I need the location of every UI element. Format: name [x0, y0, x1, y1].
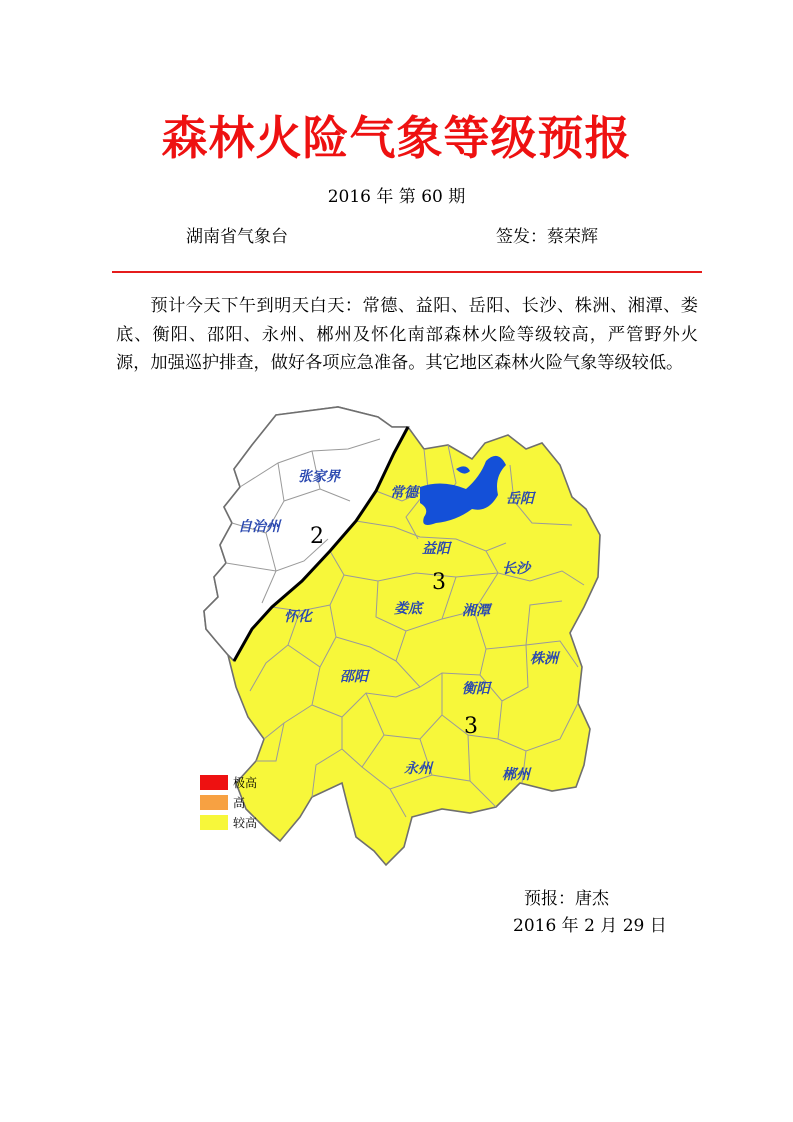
- header-divider: [112, 271, 702, 273]
- label-changsha: 长沙: [502, 561, 530, 577]
- forecaster: 预报：唐杰: [524, 889, 609, 909]
- label-changde: 常德: [390, 485, 418, 501]
- zone-label-south: 3: [464, 714, 478, 739]
- label-yueyang: 岳阳: [506, 491, 534, 507]
- legend-label-relatively-high: 较高: [233, 816, 258, 830]
- issue-number: 2016 年 第 60 期: [327, 187, 466, 207]
- legend-swatch-relatively-high: [200, 815, 228, 830]
- legend-label-very-high: 极高: [233, 776, 258, 790]
- page-title: 森林火险气象等级预报: [161, 111, 632, 165]
- label-chenzhou: 郴州: [502, 767, 530, 783]
- fire-risk-map: [180, 405, 620, 875]
- label-xiangtan: 湘潭: [462, 603, 490, 619]
- label-huaihua: 怀化: [284, 609, 312, 625]
- zone-label-northwest: 2: [310, 524, 324, 549]
- legend-swatch-high: [200, 795, 228, 810]
- label-hengyang: 衡阳: [462, 681, 490, 697]
- signer: 签发：蔡荣辉: [496, 227, 598, 247]
- issuer: 湖南省气象台: [186, 227, 288, 247]
- label-loudi: 娄底: [394, 601, 422, 617]
- legend-swatch-very-high: [200, 775, 228, 790]
- zone-label-central: 3: [432, 570, 446, 595]
- forecast-text: 预计今天下午到明天白天：常德、益阳、岳阳、长沙、株洲、湘潭、娄底、衡阳、邵阳、永州、郴州及怀化南部森林火险等级较高，严管野外火源，加强巡护排查，做好各项应急准备。其它地区森林火险气象等级较低。: [116, 296, 698, 373]
- label-zhangjiajie: 张家界: [298, 469, 340, 485]
- label-shaoyang: 邵阳: [340, 669, 368, 685]
- label-yongzhou: 永州: [404, 761, 432, 777]
- issue-date: 2016 年 2 月 29 日: [513, 916, 667, 936]
- label-zizhizhou: 自治州: [238, 519, 280, 535]
- label-zhuzhou: 株洲: [530, 651, 558, 667]
- label-yiyang: 益阳: [422, 541, 450, 557]
- legend-label-high: 高: [233, 796, 246, 810]
